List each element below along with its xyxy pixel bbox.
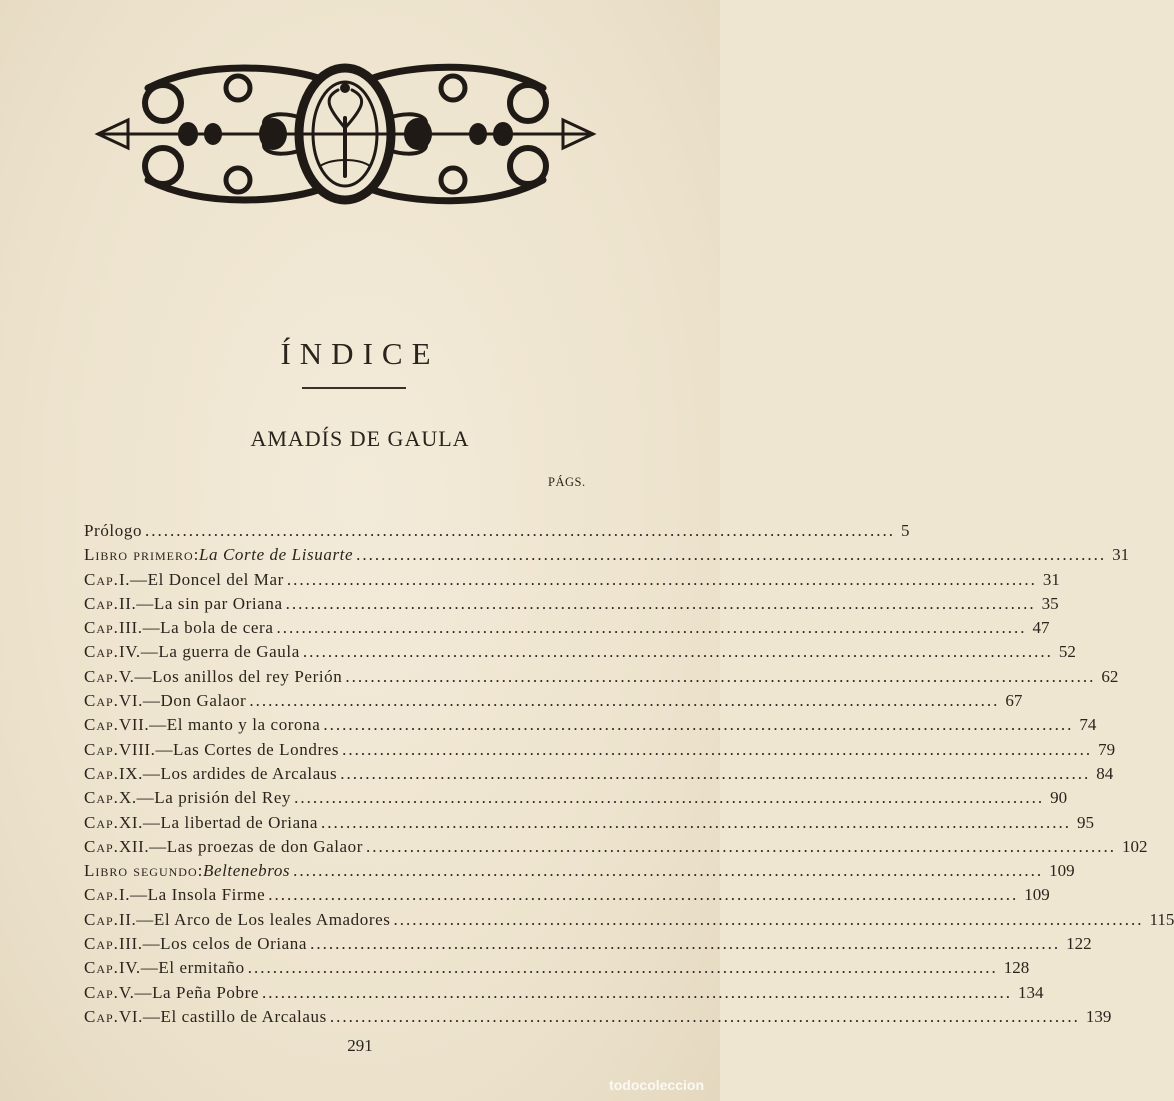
toc-row bbox=[84, 982, 1044, 1007]
toc-page-number: 122 bbox=[1066, 934, 1092, 954]
toc-row bbox=[84, 521, 910, 545]
toc-row bbox=[84, 739, 1116, 764]
dot-leader: ........................................................................................................................ bbox=[366, 836, 1117, 856]
toc-page-number: 115 bbox=[1149, 909, 1174, 929]
toc-page-number: 31 bbox=[1112, 545, 1130, 565]
table-of-contents bbox=[84, 521, 1174, 1031]
toc-row bbox=[84, 593, 1059, 618]
toc-lead: Libro segundo bbox=[84, 861, 198, 881]
dot-leader: ........................................................................................................................ bbox=[286, 569, 1037, 589]
toc-page-number: 95 bbox=[1077, 812, 1095, 832]
toc-title: V.—Los anillos del rey Perión bbox=[118, 666, 343, 686]
toc-title: : bbox=[197, 861, 203, 881]
toc-title: II.—La sin par Oriana bbox=[118, 593, 283, 613]
title-rule bbox=[302, 387, 406, 389]
dot-leader: ........................................................................................................................ bbox=[268, 885, 1019, 905]
dot-leader: ........................................................................................................................ bbox=[145, 521, 896, 540]
toc-title: V.—La Peña Pobre bbox=[118, 982, 260, 1002]
toc-italic-title: Beltenebros bbox=[202, 861, 291, 881]
toc-page-number: 67 bbox=[1005, 691, 1023, 711]
toc-lead: Cap. bbox=[84, 715, 119, 735]
dot-leader: ........................................................................................................................ bbox=[342, 739, 1093, 759]
dot-leader: ........................................................................................................................ bbox=[276, 618, 1027, 638]
toc-title: III.—Los celos de Oriana bbox=[118, 934, 308, 954]
baroque-scroll-ornament-icon bbox=[88, 48, 603, 220]
toc-row bbox=[84, 836, 1148, 861]
dot-leader: ........................................................................................................................ bbox=[262, 982, 1013, 1002]
dot-leader: ........................................................................................................................ bbox=[249, 691, 1000, 711]
toc-row bbox=[84, 788, 1068, 812]
toc-row bbox=[84, 715, 1097, 739]
page-number: 291 bbox=[347, 1036, 373, 1055]
toc-page-number: 109 bbox=[1049, 861, 1075, 881]
toc-page-number: 35 bbox=[1041, 593, 1059, 613]
toc-row bbox=[84, 909, 1174, 934]
toc-row bbox=[84, 618, 1050, 642]
toc-row bbox=[84, 642, 1076, 666]
dot-leader: ........................................................................................................................ bbox=[323, 715, 1074, 735]
toc-row bbox=[84, 958, 1030, 982]
toc-page-number: 31 bbox=[1042, 569, 1060, 589]
toc-lead: Cap. bbox=[84, 836, 119, 856]
toc-page-number: 5 bbox=[901, 521, 910, 540]
pages-column-label: PÁGS. bbox=[548, 475, 586, 489]
toc-row bbox=[84, 691, 1023, 715]
toc-title: : bbox=[193, 545, 199, 565]
dot-leader: ........................................................................................................................ bbox=[329, 1006, 1080, 1026]
toc-title: Prólogo bbox=[84, 521, 143, 540]
toc-title: I.—La Insola Firme bbox=[118, 885, 266, 905]
watermark: todocoleccion bbox=[609, 1077, 704, 1093]
toc-title: III.—La bola de cera bbox=[118, 618, 274, 638]
toc-title: IX.—Los ardides de Arcalaus bbox=[118, 763, 338, 783]
toc-row bbox=[84, 763, 1114, 788]
toc-italic-title: La Corte de Lisuarte bbox=[198, 545, 354, 565]
toc-lead: Cap. bbox=[84, 739, 119, 759]
toc-row bbox=[84, 666, 1119, 691]
dot-leader: ........................................................................................................................ bbox=[293, 861, 1044, 881]
toc-lead: Cap. bbox=[84, 763, 119, 783]
toc-lead: Cap. bbox=[84, 691, 119, 711]
toc-page-number: 62 bbox=[1101, 666, 1119, 686]
toc-title: IV.—El ermitaño bbox=[118, 958, 245, 978]
toc-page-number: 84 bbox=[1096, 763, 1114, 783]
toc-title: IV.—La guerra de Gaula bbox=[118, 642, 300, 662]
toc-title: XII.—Las proezas de don Galaor bbox=[118, 836, 364, 856]
toc-page-number: 79 bbox=[1098, 739, 1116, 759]
toc-lead: Cap. bbox=[84, 812, 119, 832]
dot-leader: ........................................................................................................................ bbox=[356, 545, 1107, 565]
toc-lead: Cap. bbox=[84, 909, 119, 929]
dot-leader: ........................................................................................................................ bbox=[393, 909, 1144, 929]
toc-lead: Cap. bbox=[84, 618, 119, 638]
toc-title: X.—La prisión del Rey bbox=[118, 788, 292, 808]
toc-page-number: 90 bbox=[1050, 788, 1068, 808]
toc-title: VI.—El castillo de Arcalaus bbox=[118, 1006, 327, 1026]
toc-page-number: 128 bbox=[1003, 958, 1030, 978]
toc-lead: Cap. bbox=[84, 1006, 119, 1026]
toc-row bbox=[84, 569, 1060, 594]
toc-page-number: 134 bbox=[1018, 982, 1044, 1002]
toc-row bbox=[84, 812, 1095, 837]
toc-page-number: 52 bbox=[1058, 642, 1076, 662]
toc-lead: Cap. bbox=[84, 593, 119, 613]
dot-leader: ........................................................................................................................ bbox=[310, 934, 1061, 954]
toc-row bbox=[84, 885, 1050, 909]
toc-title: VII.—El manto y la corona bbox=[118, 715, 321, 735]
toc-row bbox=[84, 1006, 1112, 1031]
toc-title: I.—El Doncel del Mar bbox=[118, 569, 284, 589]
toc-page-number: 139 bbox=[1085, 1006, 1112, 1026]
toc-page-number: 102 bbox=[1122, 836, 1148, 856]
toc-page-number: 74 bbox=[1079, 715, 1097, 735]
dot-leader: ........................................................................................................................ bbox=[340, 763, 1091, 783]
dot-leader: ........................................................................................................................ bbox=[294, 788, 1045, 808]
toc-lead: Cap. bbox=[84, 958, 119, 978]
toc-lead: Cap. bbox=[84, 569, 119, 589]
toc-lead: Cap. bbox=[84, 934, 119, 954]
toc-lead: Cap. bbox=[84, 666, 119, 686]
dot-leader: ........................................................................................................................ bbox=[285, 593, 1036, 613]
toc-lead: Cap. bbox=[84, 885, 119, 905]
toc-lead: Cap. bbox=[84, 788, 119, 808]
toc-title: VI.—Don Galaor bbox=[118, 691, 247, 711]
toc-page-number: 109 bbox=[1024, 885, 1050, 905]
toc-lead: Cap. bbox=[84, 642, 119, 662]
book-subtitle: AMADÍS DE GAULA bbox=[250, 426, 470, 451]
toc-row bbox=[84, 861, 1075, 885]
toc-lead: Cap. bbox=[84, 982, 119, 1002]
toc-title: II.—El Arco de Los leales Amadores bbox=[118, 909, 391, 929]
index-title: ÍNDICE bbox=[280, 336, 440, 371]
dot-leader: ........................................................................................................................ bbox=[302, 642, 1053, 662]
toc-title: XI.—La libertad de Oriana bbox=[118, 812, 319, 832]
toc-title: VIII.—Las Cortes de Londres bbox=[118, 739, 340, 759]
toc-page-number: 47 bbox=[1032, 618, 1050, 638]
toc-lead: Libro primero bbox=[84, 545, 194, 565]
dot-leader: ........................................................................................................................ bbox=[321, 812, 1072, 832]
dot-leader: ........................................................................................................................ bbox=[247, 958, 998, 978]
toc-row bbox=[84, 934, 1092, 958]
toc-row bbox=[84, 545, 1130, 569]
dot-leader: ........................................................................................................................ bbox=[345, 666, 1096, 686]
